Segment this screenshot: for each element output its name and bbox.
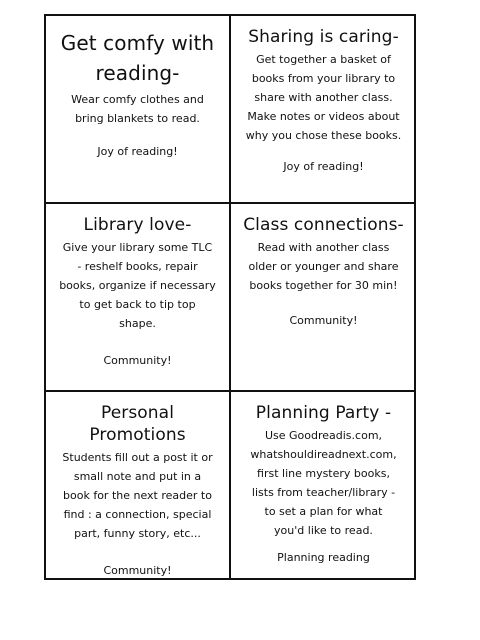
card-title: Sharing is caring-	[248, 27, 399, 47]
card-title: Class connections-	[243, 215, 404, 235]
card-footer: Planning reading	[277, 551, 370, 564]
card-body: Use Goodreadis.com, whatshouldireadnext.com, first line mystery books, lists from teacher/library - to set a plan for what you'd like to read.	[250, 429, 397, 537]
card-body: Read with another class older or younger and share books together for 30 min!	[248, 241, 399, 292]
card-get-comfy	[46, 16, 231, 204]
card-footer: Joy of reading!	[97, 145, 178, 158]
card-footer: Community!	[103, 354, 172, 367]
card-body: Students fill out a post it or small note and put in a book for the next reader to find : a connection, special part, funny story, etc...	[62, 451, 213, 540]
card-personal-promotions	[46, 392, 231, 578]
card-library-love	[46, 204, 231, 392]
card-body: Give your library some TLC - reshelf books, repair books, organize if necessary to get back to tip top shape.	[59, 241, 216, 330]
card-class-connections	[231, 204, 416, 392]
card-footer: Joy of reading!	[283, 160, 364, 173]
card-title: Planning Party -	[255, 403, 392, 423]
card-footer: Community!	[289, 314, 358, 327]
card-title: Library love-	[83, 215, 192, 235]
card-footer: Community!	[103, 564, 172, 577]
card-planning-party	[231, 392, 416, 578]
activity-card-grid	[44, 14, 416, 580]
card-body: Get together a basket of books from your library to share with another class. Make notes or videos about why you chose these books.	[245, 53, 402, 142]
card-title: Get comfy with reading-	[60, 31, 215, 85]
card-sharing-is-caring	[231, 16, 416, 204]
card-title: Personal Promotions	[89, 403, 186, 445]
card-body: Wear comfy clothes and bring blankets to read.	[71, 93, 204, 125]
